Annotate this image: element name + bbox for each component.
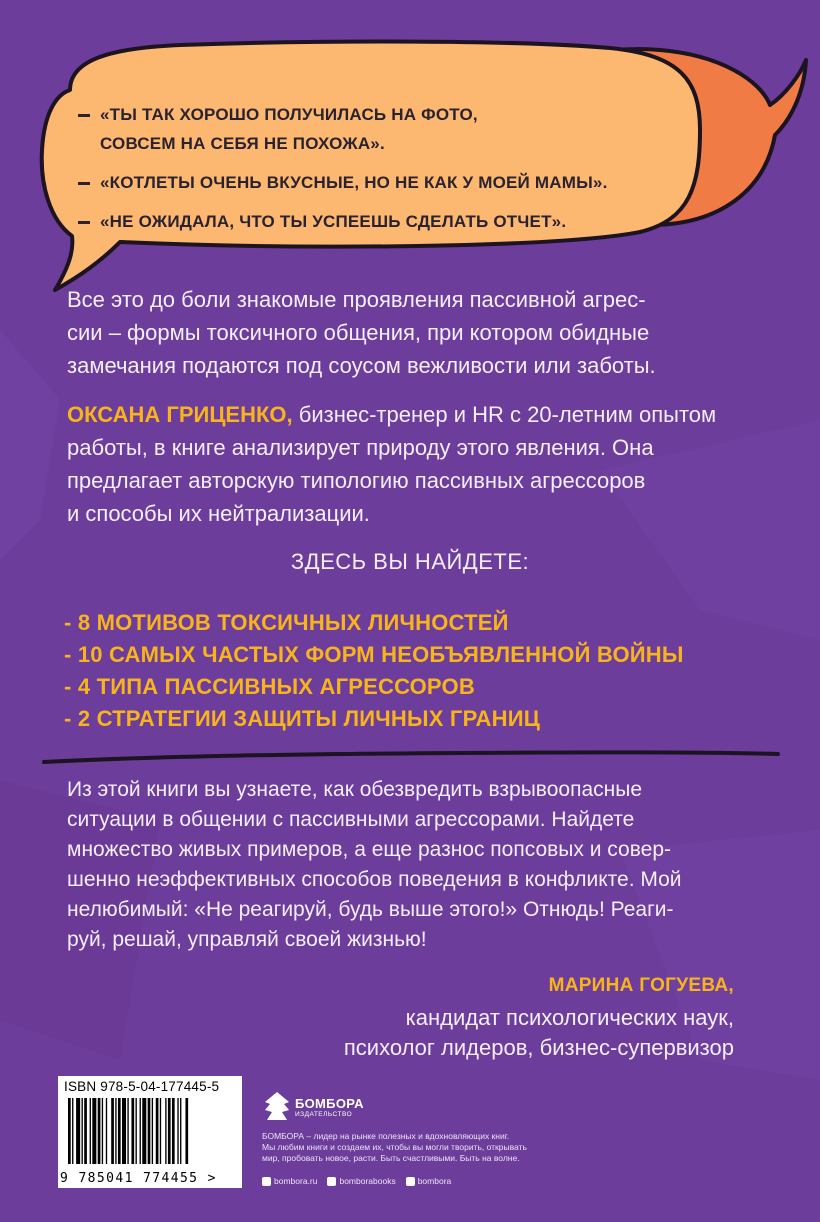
quote-3: «НЕ ОЖИДАЛА, ЧТО ТЫ УСПЕЕШЬ СДЕЛАТЬ ОТЧЕТ».: [78, 207, 638, 236]
bubble-quotes: [78, 100, 638, 246]
intro-paragraph: Все это до боли знакомые проявления пассивной агрес- сии – формы токсичного общения, при котором обидные замечания подаются под соусом вежливости или заботы.: [67, 287, 656, 378]
find-item: - 8 МОТИВОВ ТОКСИЧНЫХ ЛИЧНОСТЕЙ: [64, 610, 509, 635]
globe-icon: [262, 1177, 271, 1186]
social-vk[interactable]: bomborabooks: [327, 1176, 395, 1186]
barcode: [58, 1076, 242, 1188]
reviewer-name: МАРИНА ГОГУЕВА,: [548, 975, 734, 996]
author-paragraph: ОКСАНА ГРИЦЕНКО, бизнес-тренер и HR с 20-летним опытом работы, в книге анализирует природу этого явления. Она предлагает авторскую типологию пассивных агрессоров и способы их нейтрализации.: [67, 402, 717, 526]
publisher-description: БОМБОРА – лидер на рынке полезных и вдохновляющих книг. Мы любим книги и создаем их, чтобы вы могли творить, открывать мир, пробовать новое, расти. Быть счастливыми. Быть на волне.: [262, 1131, 527, 1163]
quote-1: «ТЫ ТАК ХОРОШО ПОЛУЧИЛАСЬ НА ФОТО, СОВСЕМ НА СЕБЯ НЕ ПОХОЖА».: [78, 100, 638, 158]
messenger-icon: [406, 1177, 415, 1186]
social-site[interactable]: bombora.ru: [262, 1176, 317, 1186]
bombora-logo-icon: [262, 1090, 292, 1124]
barcode-bars: [62, 1098, 238, 1166]
publisher-name: БОМБОРА: [295, 1096, 364, 1111]
review-paragraph: Из этой книги вы узнаете, как обезвредить взрывоопасные ситуации в общении с пассивными агрессорами. Найдете множество живых примеров, а еще разнос попсовых и совер- шенно неэффективных способов поведения в конфликте. Мой нелюбимый: «Не реагируй, будь выше этого!» Отнюдь! Реаги- руй, решай, управляй своей жизнью!: [67, 778, 682, 951]
social-messengers[interactable]: bombora: [406, 1176, 452, 1186]
reviewer-role-1: кандидат психологических наук,: [405, 1005, 734, 1030]
divider-line: [42, 746, 782, 776]
reviewer-role-2: психолог лидеров, бизнес-супервизор: [343, 1035, 734, 1060]
find-heading: ЗДЕСЬ ВЫ НАЙДЕТЕ:: [290, 549, 530, 574]
find-list: [64, 607, 764, 735]
isbn-label: ISBN 978-5-04-177445-5: [64, 1079, 220, 1094]
find-item: - 4 ТИПА ПАССИВНЫХ АГРЕССОРОВ: [64, 674, 475, 699]
vk-icon: [327, 1177, 336, 1186]
barcode-digits: 9 785041 774455 >: [60, 1171, 217, 1186]
author-name: ОКСАНА ГРИЦЕНКО,: [67, 402, 293, 427]
find-item: - 2 СТРАТЕГИИ ЗАЩИТЫ ЛИЧНЫХ ГРАНИЦ: [64, 706, 540, 731]
publisher-socials: [262, 1176, 451, 1186]
find-item: - 10 САМЫХ ЧАСТЫХ ФОРМ НЕОБЪЯВЛЕННОЙ ВОЙНЫ: [64, 642, 684, 667]
publisher-sub: ИЗДАТЕЛЬСТВО: [295, 1111, 353, 1118]
quote-2: «КОТЛЕТЫ ОЧЕНЬ ВКУСНЫЕ, НО НЕ КАК У МОЕЙ МАМЫ».: [78, 168, 638, 197]
